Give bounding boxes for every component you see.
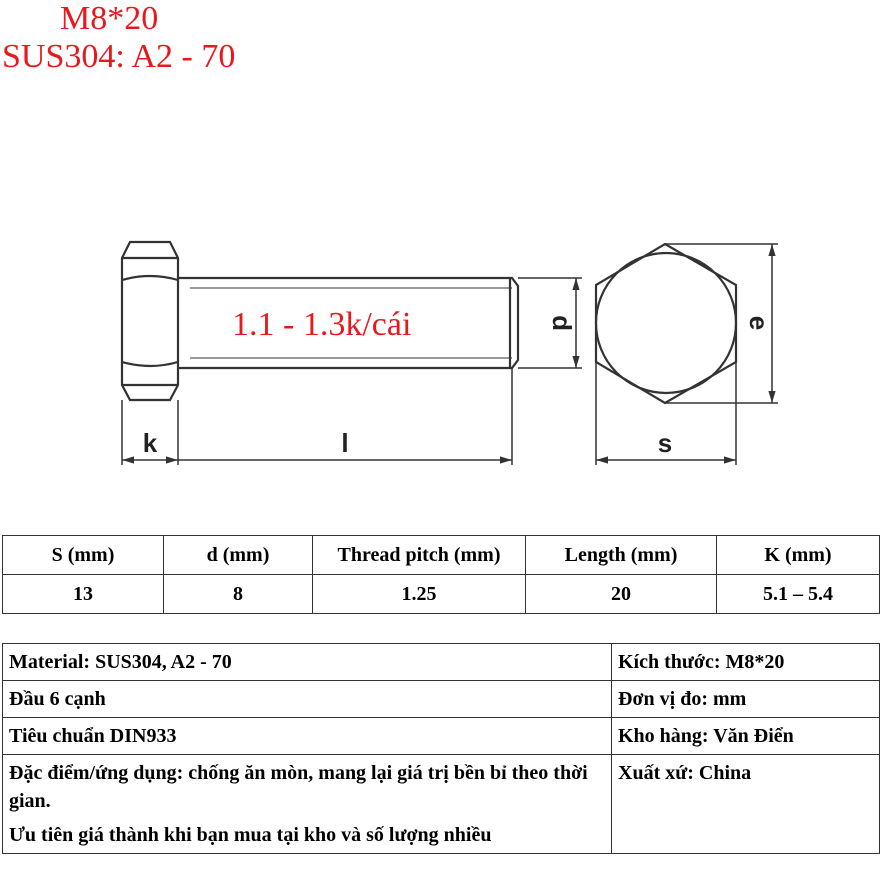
info-table <box>2 643 880 854</box>
info-warehouse: Kho hàng: Văn Điển <box>612 718 880 755</box>
spec-value-length: 20 <box>526 575 717 614</box>
spec-header-k: K (mm) <box>717 536 880 575</box>
spec-value-s: 13 <box>3 575 164 614</box>
info-row <box>3 755 880 854</box>
spec-header-pitch: Thread pitch (mm) <box>313 536 526 575</box>
bolt-head-side <box>122 242 178 400</box>
spec-value-k: 5.1 – 5.4 <box>717 575 880 614</box>
price-label: 1.1 - 1.3k/cái <box>232 306 412 343</box>
spec-header-length: Length (mm) <box>526 536 717 575</box>
info-row <box>3 718 880 755</box>
product-title: M8*20 <box>60 0 159 37</box>
info-description-cell <box>3 755 612 854</box>
info-standard: Tiêu chuẩn DIN933 <box>3 718 612 755</box>
info-material: Material: SUS304, A2 - 70 <box>3 644 612 681</box>
info-row <box>3 644 880 681</box>
bolt-hex-circle <box>596 253 736 393</box>
info-origin: Xuất xứ: China <box>612 755 880 854</box>
dim-label-d: d <box>547 315 577 331</box>
info-row <box>3 681 880 718</box>
info-priority: Ưu tiên giá thành khi bạn mua tại kho và số lượng nhiều <box>9 824 492 846</box>
spec-table <box>2 535 880 614</box>
info-unit: Đơn vị đo: mm <box>612 681 880 718</box>
spec-header-s: S (mm) <box>3 536 164 575</box>
spec-header-row <box>3 536 880 575</box>
dim-label-l: l <box>341 428 349 458</box>
info-size: Kích thước: M8*20 <box>612 644 880 681</box>
info-feature: Đặc điểm/ứng dụng: chống ăn mòn, mang lại giá trị bền bỉ theo thời gian. <box>9 762 588 812</box>
spec-value-d: 8 <box>164 575 313 614</box>
spec-header-d: d (mm) <box>164 536 313 575</box>
bolt-hex-end-view <box>596 244 736 403</box>
spec-value-pitch: 1.25 <box>313 575 526 614</box>
info-head: Đầu 6 cạnh <box>3 681 612 718</box>
dim-label-k: k <box>142 428 158 458</box>
spec-value-row <box>3 575 880 614</box>
dim-label-e: e <box>744 315 774 331</box>
product-material-title: SUS304: A2 - 70 <box>2 38 236 75</box>
dim-label-s: s <box>657 428 673 458</box>
